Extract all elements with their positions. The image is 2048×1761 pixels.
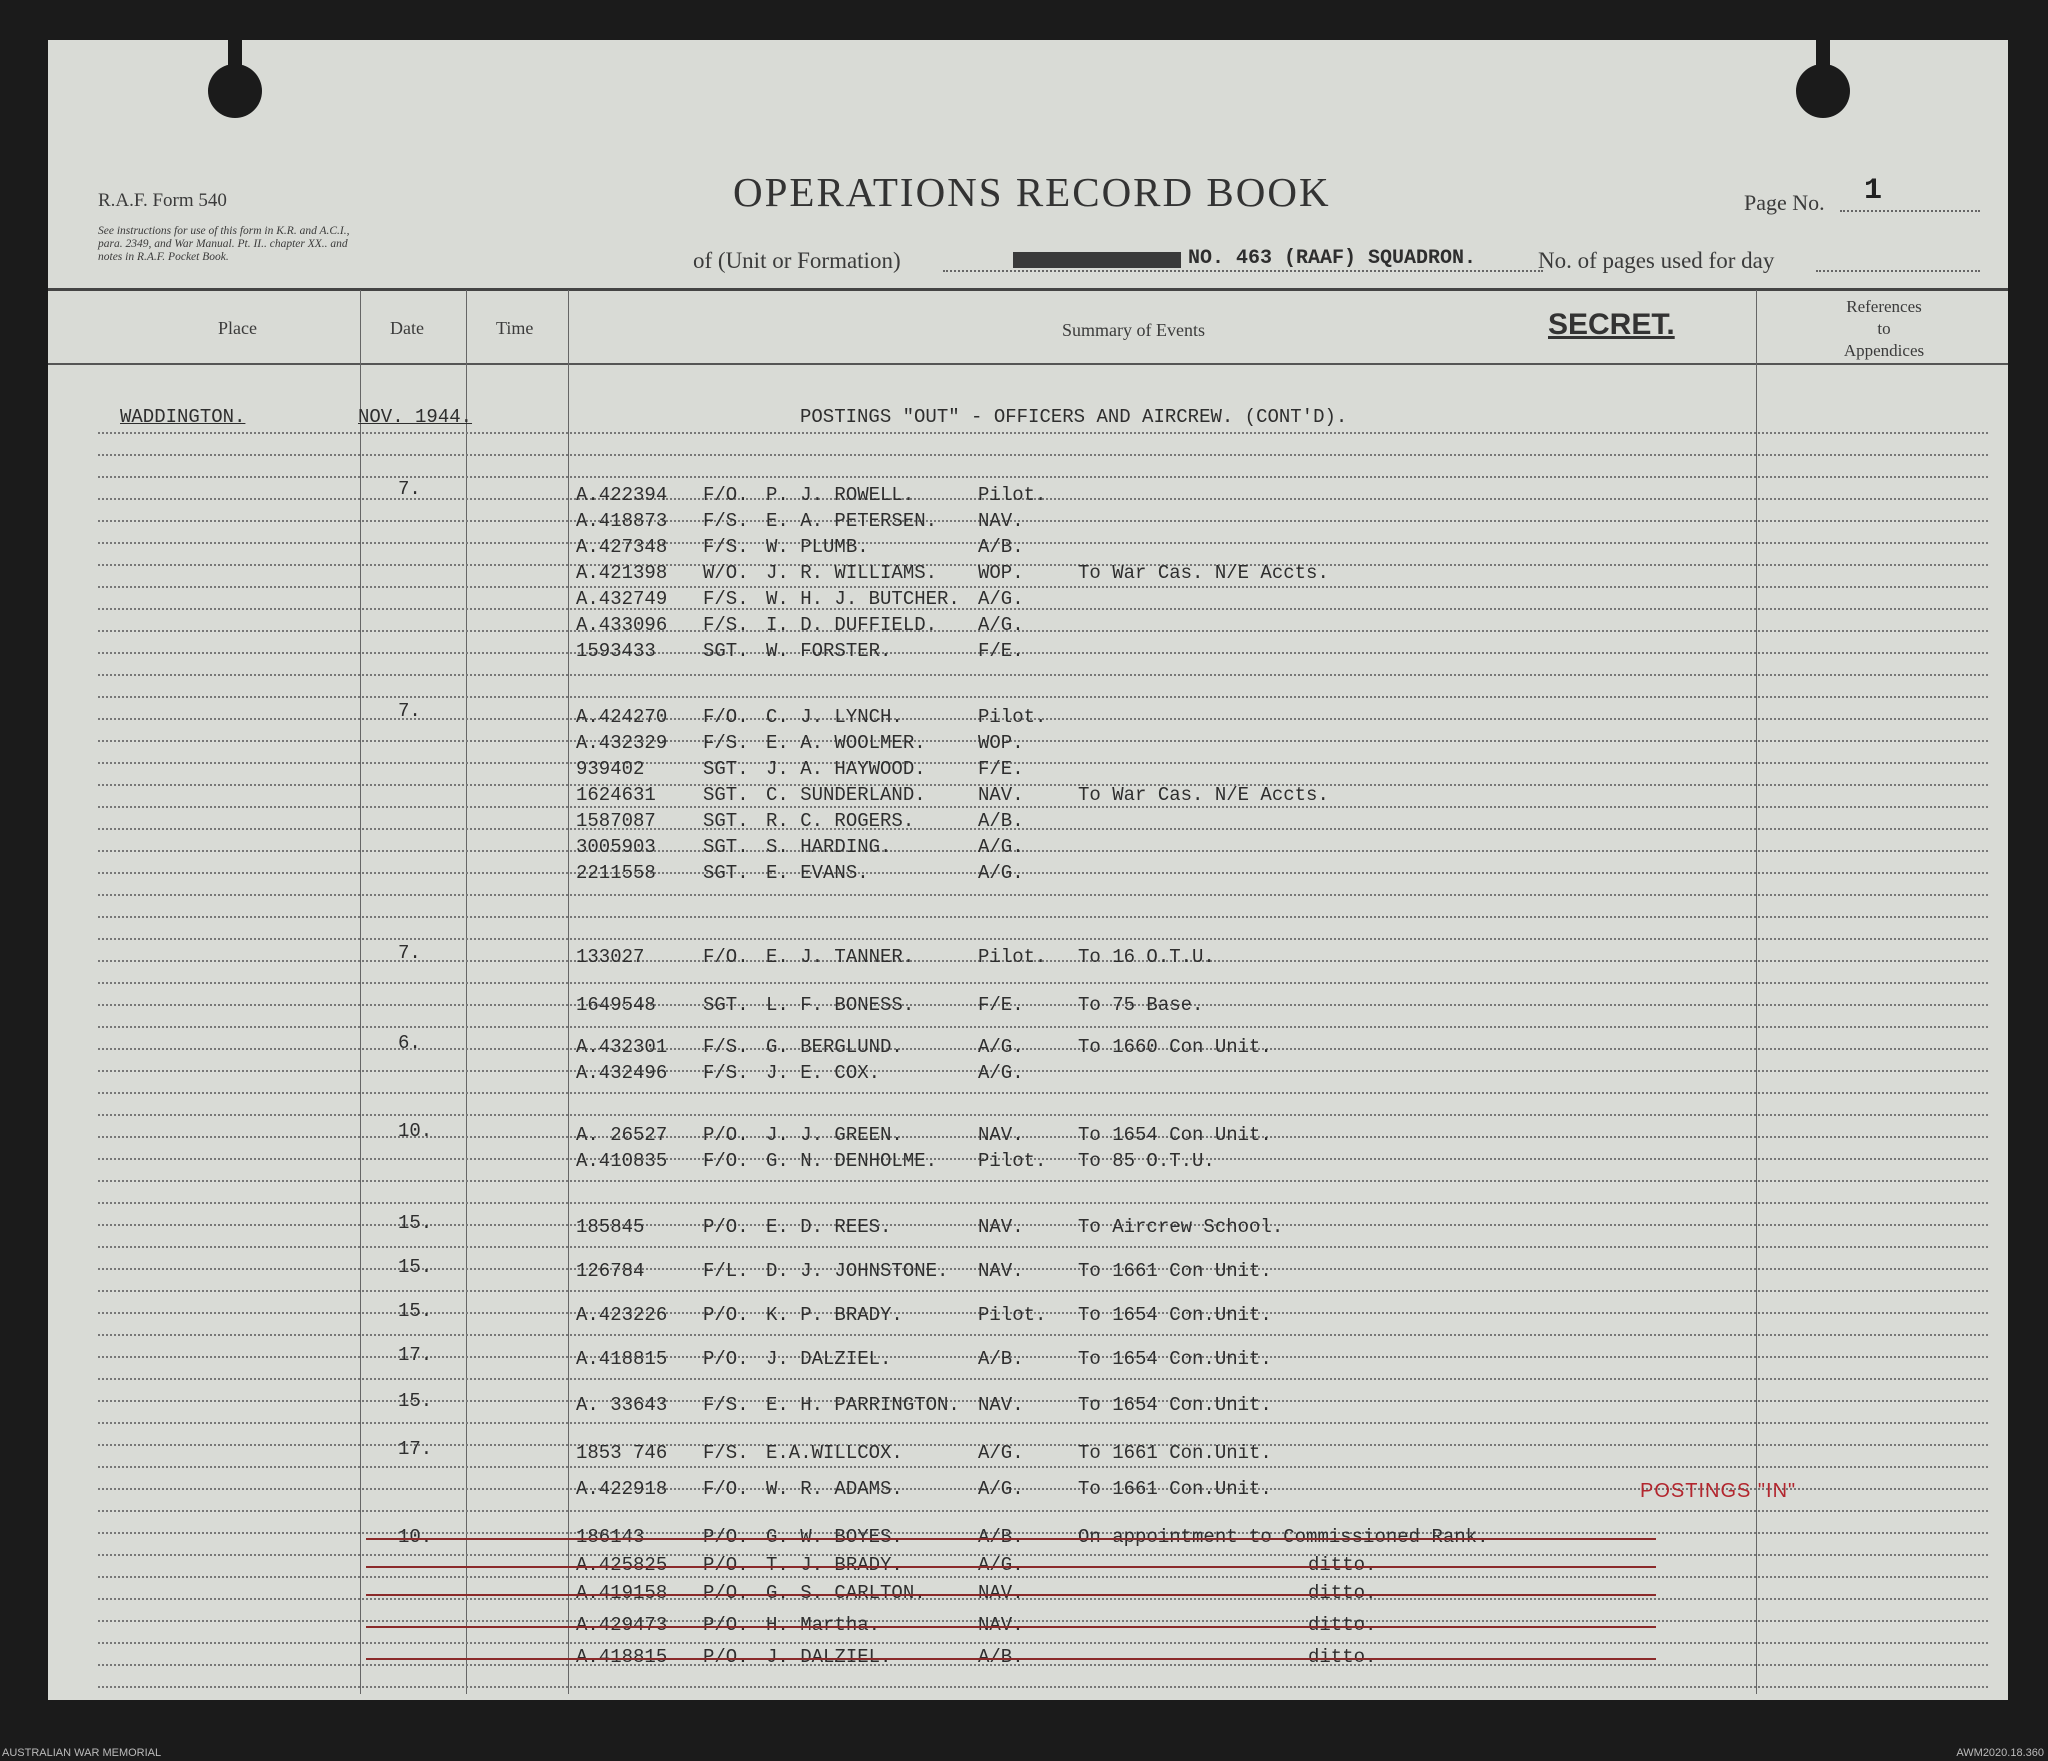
posting-destination: To 85 O.T.U. — [1078, 1150, 1215, 1172]
service-number: A.432329 — [576, 732, 668, 754]
crew-role: NAV. — [978, 1124, 1024, 1146]
crew-role: NAV. — [978, 1614, 1024, 1636]
crew-name: E. H. PARRINGTON. — [766, 1394, 960, 1416]
rank: SGT. — [703, 994, 749, 1016]
posting-destination: To 1661 Con.Unit. — [1078, 1442, 1272, 1464]
rank: P/O. — [703, 1646, 749, 1668]
col-date: Date — [390, 318, 424, 338]
secret-stamp: SECRET. — [1548, 308, 1675, 341]
month: NOV. 1944. — [358, 406, 473, 428]
footer-left: AUSTRALIAN WAR MEMORIAL — [2, 1747, 162, 1759]
entry-date: 10. — [398, 1120, 433, 1142]
crew-role: A/G. — [978, 1442, 1024, 1464]
service-number: A.433096 — [576, 614, 668, 636]
page-title: OPERATIONS RECORD BOOK — [733, 169, 1331, 215]
crew-name: L. F. BONESS. — [766, 994, 915, 1016]
col-summary: Summary of Events — [1062, 320, 1205, 340]
crew-role: NAV. — [978, 1394, 1024, 1416]
entry-date: 7. — [398, 942, 421, 964]
crew-name: E. A. WOOLMER. — [766, 732, 926, 754]
crew-name: G. S. CARLTON. — [766, 1582, 926, 1604]
entry-date: 15. — [398, 1256, 433, 1278]
service-number: 3005903 — [576, 836, 656, 858]
rank: SGT. — [703, 640, 749, 662]
crew-role: A/B. — [978, 1526, 1024, 1548]
footer-right: AWM2020.18.360 — [1956, 1747, 2044, 1759]
rank: F/S. — [703, 536, 749, 558]
rank: P/O. — [703, 1614, 749, 1636]
crew-name: H. Martha. — [766, 1614, 881, 1636]
crew-role: Pilot. — [978, 1150, 1047, 1172]
rank: W/O. — [703, 562, 749, 584]
col-place: Place — [218, 318, 257, 338]
crew-role: A/G. — [978, 1062, 1024, 1084]
crew-name: J. DALZIEL. — [766, 1646, 892, 1668]
crew-name: E. EVANS. — [766, 862, 869, 884]
rank: SGT. — [703, 758, 749, 780]
service-number: 2211558 — [576, 862, 656, 884]
strikethrough-line — [366, 1566, 1656, 1568]
posting-destination: To Aircrew School. — [1078, 1216, 1284, 1238]
crew-role: A/G. — [978, 1036, 1024, 1058]
service-number: 133027 — [576, 946, 645, 968]
service-number: A.424270 — [576, 706, 668, 728]
crew-name: G. W. BOYES. — [766, 1526, 903, 1548]
crew-role: F/E. — [978, 640, 1024, 662]
group-note: To War Cas. N/E Accts. — [1078, 784, 1329, 806]
crew-name: J. DALZIEL. — [766, 1348, 892, 1370]
rank: F/S. — [703, 1062, 749, 1084]
crew-role: NAV. — [978, 1582, 1024, 1604]
page-no-label: Page No. — [1744, 190, 1825, 215]
crew-name: E. D. REES. — [766, 1216, 892, 1238]
record-page — [48, 40, 2008, 1700]
entry-date: 15. — [398, 1300, 433, 1322]
service-number: A.432749 — [576, 588, 668, 610]
posting-destination: To 1661 Con.Unit. — [1078, 1478, 1272, 1500]
crew-name: W. PLUMB. — [766, 536, 869, 558]
entry-date: 17. — [398, 1344, 433, 1366]
crew-role: A/B. — [978, 810, 1024, 832]
crew-name: P. J. ROWELL. — [766, 484, 915, 506]
crew-name: G. N. DENHOLME. — [766, 1150, 938, 1172]
section-heading: POSTINGS "OUT" - OFFICERS AND AIRCREW. (CONT'D). — [800, 406, 1348, 428]
rank: P/O. — [703, 1348, 749, 1370]
crew-name: G. BERGLUND. — [766, 1036, 903, 1058]
form-instructions: See instructions for use of this form in K.R. and A.C.I., para. 2349, and War Manual. Pt. II.. chapter XX.. and notes in R.A.F. Pocket Book. — [98, 225, 350, 263]
posting-destination: To 16 O.T.U. — [1078, 946, 1215, 968]
service-number: A.427348 — [576, 536, 668, 558]
crew-role: WOP. — [978, 732, 1024, 754]
service-number: A.425825 — [576, 1554, 668, 1576]
place: WADDINGTON. — [120, 406, 246, 428]
service-number: 1649548 — [576, 994, 656, 1016]
service-number: A.421398 — [576, 562, 668, 584]
rank: F/S. — [703, 588, 749, 610]
col-references: References to Appendices — [1843, 297, 1925, 360]
service-number: A.422918 — [576, 1478, 668, 1500]
crew-role: F/E. — [978, 994, 1024, 1016]
posting-destination: On appointment to Commissioned Rank. — [1078, 1526, 1489, 1548]
service-number: 939402 — [576, 758, 645, 780]
service-number: A.418873 — [576, 510, 668, 532]
crew-role: NAV. — [978, 784, 1024, 806]
posting-destination: To 1654 Con.Unit. — [1078, 1394, 1272, 1416]
posting-destination: To 1654 Con Unit. — [1078, 1124, 1272, 1146]
rank: SGT. — [703, 836, 749, 858]
service-number: A.418815 — [576, 1646, 668, 1668]
crew-name: T. J. BRADY. — [766, 1554, 903, 1576]
rank: F/O. — [703, 1150, 749, 1172]
entry-date: 6. — [398, 1032, 421, 1054]
service-number: A.422394 — [576, 484, 668, 506]
posting-destination: To 1654 Con.Unit. — [1078, 1304, 1272, 1326]
crew-name: J. E. COX. — [766, 1062, 881, 1084]
posting-destination: To 1654 Con.Unit. — [1078, 1348, 1272, 1370]
posting-destination: ditto. — [1308, 1614, 1377, 1636]
rank: F/S. — [703, 732, 749, 754]
redaction-bar — [1013, 252, 1181, 268]
col-time: Time — [496, 318, 534, 338]
service-number: A.423226 — [576, 1304, 668, 1326]
entry-date: 15. — [398, 1212, 433, 1234]
strikethrough-line — [366, 1538, 1656, 1540]
rank: F/S. — [703, 510, 749, 532]
page-no-value: 1 — [1864, 174, 1883, 208]
rank: SGT. — [703, 862, 749, 884]
rank: P/O. — [703, 1582, 749, 1604]
posting-destination: To 1660 Con Unit. — [1078, 1036, 1272, 1058]
rank: P/O. — [703, 1216, 749, 1238]
crew-role: Pilot. — [978, 1304, 1047, 1326]
entry-date: 15. — [398, 1390, 433, 1412]
crew-role: NAV. — [978, 1216, 1024, 1238]
crew-name: W. H. J. BUTCHER. — [766, 588, 960, 610]
form-label: R.A.F. Form 540 — [98, 190, 227, 211]
crew-role: A/G. — [978, 588, 1024, 610]
service-number: 1853 746 — [576, 1442, 668, 1464]
posting-destination: To 1661 Con Unit. — [1078, 1260, 1272, 1282]
service-number: A.418815 — [576, 1348, 668, 1370]
crew-role: A/B. — [978, 536, 1024, 558]
crew-name: K. P. BRADY. — [766, 1304, 903, 1326]
rank: F/S. — [703, 1036, 749, 1058]
entry-date: 7. — [398, 478, 421, 500]
crew-name: S. HARDING. — [766, 836, 892, 858]
crew-name: E.A.WILLCOX. — [766, 1442, 903, 1464]
rank: P/O. — [703, 1304, 749, 1326]
rank: F/S. — [703, 614, 749, 636]
rank: F/O. — [703, 484, 749, 506]
strikethrough-line — [366, 1626, 1656, 1628]
handwritten-postings-in: POSTINGS "IN" — [1640, 1480, 1797, 1502]
crew-role: Pilot. — [978, 946, 1047, 968]
crew-role: A/B. — [978, 1348, 1024, 1370]
crew-role: Pilot. — [978, 706, 1047, 728]
posting-destination: To 75 Base. — [1078, 994, 1204, 1016]
entry-date: 17. — [398, 1438, 433, 1460]
service-number: A.432496 — [576, 1062, 668, 1084]
service-number: 1587087 — [576, 810, 656, 832]
crew-name: W. R. ADAMS. — [766, 1478, 903, 1500]
crew-role: Pilot. — [978, 484, 1047, 506]
rank: P/O. — [703, 1526, 749, 1548]
rank: F/S. — [703, 1442, 749, 1464]
entry-date: 7. — [398, 700, 421, 722]
rank: SGT. — [703, 784, 749, 806]
service-number: A.432301 — [576, 1036, 668, 1058]
posting-destination: ditto. — [1308, 1646, 1377, 1668]
crew-role: A/G. — [978, 1554, 1024, 1576]
crew-name: J. J. GREEN. — [766, 1124, 903, 1146]
crew-role: A/G. — [978, 614, 1024, 636]
crew-name: I. D. DUFFIELD. — [766, 614, 938, 636]
service-number: 126784 — [576, 1260, 645, 1282]
crew-name: J. A. HAYWOOD. — [766, 758, 926, 780]
crew-role: WOP. — [978, 562, 1024, 584]
group-note: To War Cas. N/E Accts. — [1078, 562, 1329, 584]
strikethrough-line — [366, 1594, 1656, 1596]
rank: SGT. — [703, 810, 749, 832]
rank: F/O. — [703, 946, 749, 968]
rank: F/O. — [703, 706, 749, 728]
rank: F/S. — [703, 1394, 749, 1416]
crew-name: E. A. PETERSEN. — [766, 510, 938, 532]
crew-name: W. FORSTER. — [766, 640, 892, 662]
service-number: 1593433 — [576, 640, 656, 662]
crew-role: NAV. — [978, 1260, 1024, 1282]
crew-role: A/B. — [978, 1646, 1024, 1668]
crew-role: NAV. — [978, 510, 1024, 532]
crew-name: R. C. ROGERS. — [766, 810, 915, 832]
entry-date: 10. — [398, 1526, 433, 1548]
crew-role: A/G. — [978, 836, 1024, 858]
rank: F/O. — [703, 1478, 749, 1500]
crew-name: C. SUNDERLAND. — [766, 784, 926, 806]
crew-name: C. J. LYNCH. — [766, 706, 903, 728]
service-number: A. 33643 — [576, 1394, 668, 1416]
crew-role: A/G. — [978, 862, 1024, 884]
strikethrough-line — [366, 1658, 1656, 1660]
crew-role: A/G. — [978, 1478, 1024, 1500]
service-number: A.429473 — [576, 1614, 668, 1636]
unit-value: NO. 463 (RAAF) SQUADRON. — [1188, 247, 1477, 270]
service-number: 1624631 — [576, 784, 656, 806]
pages-used-label: No. of pages used for day — [1538, 248, 1775, 273]
crew-role: F/E. — [978, 758, 1024, 780]
crew-name: J. R. WILLIAMS. — [766, 562, 938, 584]
service-number: 185845 — [576, 1216, 645, 1238]
service-number: A.410835 — [576, 1150, 668, 1172]
rank: P/O. — [703, 1554, 749, 1576]
service-number: A.419158 — [576, 1582, 668, 1604]
rank: P/O. — [703, 1124, 749, 1146]
crew-name: D. J. JOHNSTONE. — [766, 1260, 949, 1282]
posting-destination: ditto. — [1308, 1582, 1377, 1604]
service-number: A. 26527 — [576, 1124, 668, 1146]
rank: F/L. — [703, 1260, 749, 1282]
posting-destination: ditto. — [1308, 1554, 1377, 1576]
crew-name: E. J. TANNER. — [766, 946, 915, 968]
service-number: 186143 — [576, 1526, 645, 1548]
unit-label: of (Unit or Formation) — [693, 248, 901, 273]
